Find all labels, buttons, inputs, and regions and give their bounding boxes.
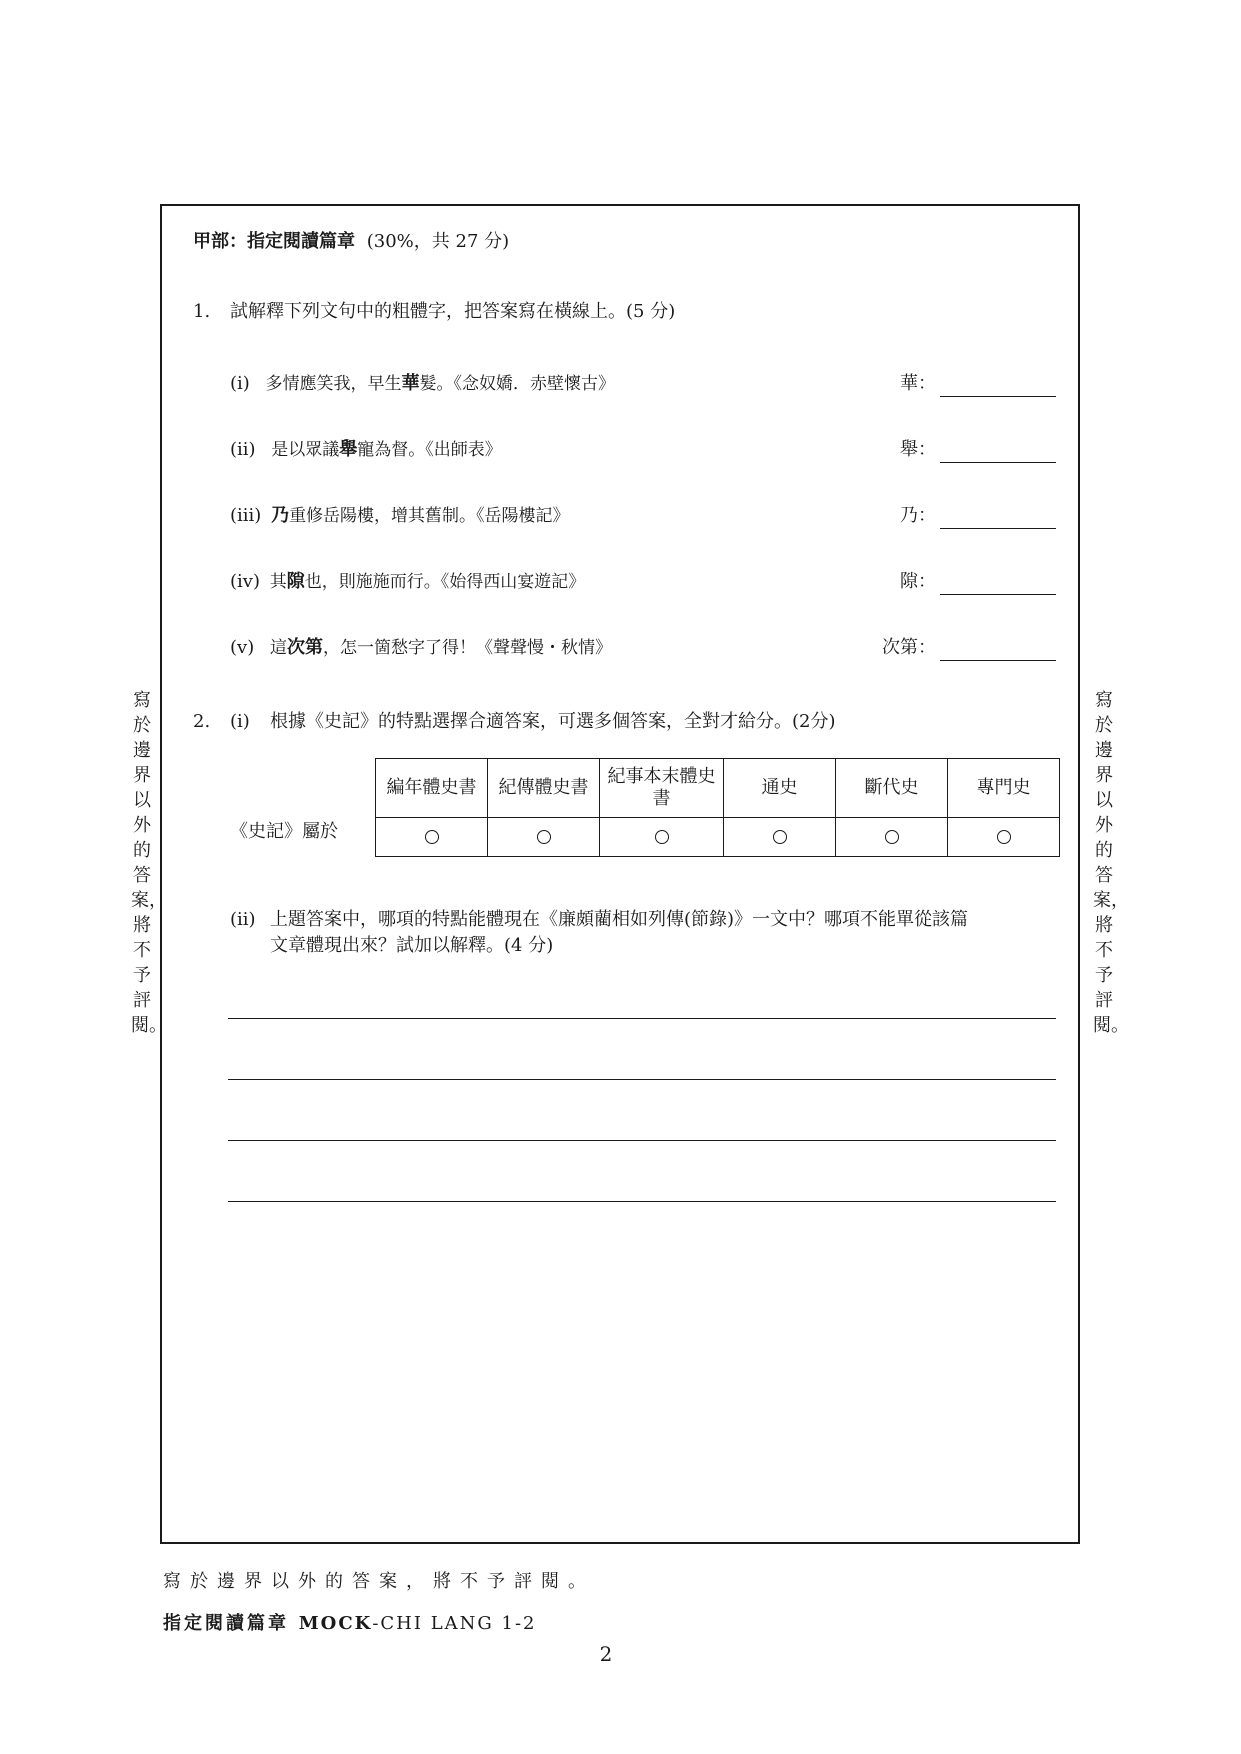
q1-answer-line[interactable] bbox=[940, 528, 1056, 529]
circle-option-icon[interactable] bbox=[655, 830, 669, 844]
q1-item-source: 《始得西山宴遊記》 bbox=[440, 572, 586, 592]
q1-item-bold: 舉 bbox=[339, 439, 358, 460]
q1-item-source: 《出師表》 bbox=[425, 440, 502, 460]
circle-option-icon[interactable] bbox=[773, 830, 787, 844]
q1-item-source: 《念奴嬌．赤壁懷古》 bbox=[453, 374, 616, 394]
q1-item-source: 《岳陽樓記》 bbox=[476, 506, 570, 526]
circle-option-icon[interactable] bbox=[885, 830, 899, 844]
q1-item bbox=[230, 372, 615, 396]
section-title: 甲部：指定閱讀篇章 bbox=[193, 231, 355, 252]
q1-item-bold: 隙 bbox=[286, 571, 305, 592]
table-choice-cell[interactable] bbox=[836, 818, 948, 857]
answer-writing-line[interactable] bbox=[228, 1079, 1056, 1080]
q1-item-label: (iii) bbox=[230, 505, 262, 526]
q1-item-sentence bbox=[271, 506, 570, 526]
q1-item-label: (v) bbox=[230, 637, 255, 658]
circle-option-icon[interactable] bbox=[997, 830, 1011, 844]
q1-item-sentence bbox=[271, 440, 502, 460]
q1-item-pre: 其 bbox=[269, 572, 287, 592]
table-choice-cell[interactable] bbox=[948, 818, 1060, 857]
q1-answer-key: 隙： bbox=[900, 571, 936, 592]
q1-item bbox=[230, 570, 585, 594]
q1-answer-line[interactable] bbox=[940, 462, 1056, 463]
q1-instruction: 試解釋下列文句中的粗體字，把答案寫在橫線上。(5 分) bbox=[230, 301, 676, 322]
table-header-cell: 紀傳體史書 bbox=[488, 759, 600, 818]
table-choice-cell[interactable] bbox=[376, 818, 488, 857]
q2-part-ii-label: (ii) bbox=[230, 909, 256, 930]
q1-answer-key: 次第： bbox=[882, 637, 936, 658]
q2-choice-table bbox=[375, 758, 1060, 857]
q2-part-i-label: (i) bbox=[230, 711, 250, 732]
footer-code-cn: 指定閱讀篇章 bbox=[163, 1613, 289, 1634]
answer-writing-line[interactable] bbox=[228, 1018, 1056, 1019]
section-header bbox=[193, 230, 509, 254]
table-choice-cell[interactable] bbox=[600, 818, 724, 857]
q1-item-label: (iv) bbox=[230, 571, 260, 592]
q2-part-i-text: 根據《史記》的特點選擇合適答案，可選多個答案，全對才給分。(2分) bbox=[270, 711, 836, 732]
table-choice-cell[interactable] bbox=[724, 818, 836, 857]
table-header-cell: 專門史 bbox=[948, 759, 1060, 818]
q1-answer-line[interactable] bbox=[940, 660, 1056, 661]
q1-item-label: (i) bbox=[230, 373, 250, 394]
table-header-cell: 斷代史 bbox=[836, 759, 948, 818]
answer-writing-line[interactable] bbox=[228, 1140, 1056, 1141]
q1-item-pre: 是以眾議 bbox=[271, 440, 340, 460]
footer-code-en-bold: MOCK bbox=[298, 1613, 373, 1634]
q1-answer-key: 乃： bbox=[900, 505, 936, 526]
table-header-row bbox=[376, 759, 1060, 818]
page-number: 2 bbox=[599, 1642, 613, 1666]
answer-writing-line[interactable] bbox=[228, 1201, 1056, 1202]
q1-answer-line[interactable] bbox=[940, 396, 1056, 397]
q1-answer-key: 舉： bbox=[900, 439, 936, 460]
q1-item-post: 重修岳陽樓，增其舊制。 bbox=[289, 506, 477, 526]
circle-option-icon[interactable] bbox=[537, 830, 551, 844]
q2-part-ii-line2: 文章體現出來？試加以解釋。(4 分) bbox=[270, 935, 554, 956]
q2-part-ii-line1: 上題答案中，哪項的特點能體現在《廉頗藺相如列傳(節錄)》一文中？哪項不能單從該篇 bbox=[270, 909, 969, 930]
q1-number: 1. bbox=[193, 301, 211, 322]
q1-item bbox=[230, 636, 612, 660]
q2-table-row-label: 《史記》屬於 bbox=[230, 821, 338, 842]
q1-answer-line[interactable] bbox=[940, 594, 1056, 595]
q1-item-bold: 乃 bbox=[271, 505, 290, 526]
table-row bbox=[376, 818, 1060, 857]
q1-item-sentence bbox=[270, 572, 586, 592]
q1-item-post: 髮。 bbox=[419, 374, 454, 394]
q1-item-label: (ii) bbox=[230, 439, 256, 460]
q1-item-post: 寵為督。 bbox=[357, 440, 426, 460]
right-margin-note: 寫於邊界以外的答案，將不予評閱。 bbox=[1093, 690, 1129, 1036]
table-header-cell: 通史 bbox=[724, 759, 836, 818]
table-choice-cell[interactable] bbox=[488, 818, 600, 857]
footer-note: 寫於邊界以外的答案，將不予評閱。 bbox=[163, 1571, 595, 1592]
q2-number: 2. bbox=[193, 711, 211, 732]
q1-item-post: 也，則施施而行。 bbox=[304, 572, 441, 592]
footer-code bbox=[163, 1612, 537, 1636]
footer-code-en-rest: -CHI LANG 1-2 bbox=[372, 1613, 537, 1634]
circle-option-icon[interactable] bbox=[425, 830, 439, 844]
q1-item-sentence bbox=[270, 638, 612, 658]
answer-frame bbox=[160, 204, 1080, 1544]
q1-item bbox=[230, 438, 502, 462]
q1-item-bold: 華 bbox=[401, 373, 420, 394]
q1-item bbox=[230, 504, 570, 528]
table-header-cell: 編年體史書 bbox=[376, 759, 488, 818]
q1-item-pre: 這 bbox=[269, 638, 287, 658]
q1-item-source: 《聲聲慢・秋情》 bbox=[475, 638, 612, 658]
q1-item-post: ，怎一箇愁字了得！ bbox=[322, 638, 476, 658]
q1-item-sentence bbox=[266, 374, 616, 394]
left-margin-note: 寫於邊界以外的答案，將不予評閱。 bbox=[131, 690, 167, 1036]
section-marks: (30%，共 27 分) bbox=[366, 231, 510, 252]
q1-item-bold: 次第 bbox=[286, 637, 323, 658]
q1-item-pre: 多情應笑我，早生 bbox=[265, 374, 402, 394]
table-header-cell: 紀事本末體史書 bbox=[600, 759, 724, 818]
q1-answer-key: 華： bbox=[900, 373, 936, 394]
